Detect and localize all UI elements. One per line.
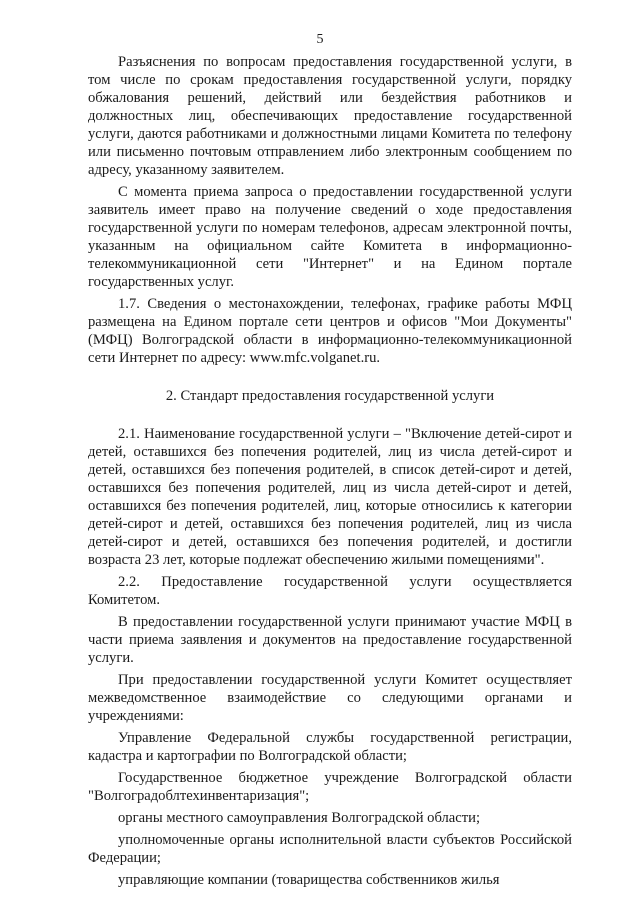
list-item-rosreestr: Управление Федеральной службы государственной регистрации, кадастра и картографии по Волгоградской области; — [88, 730, 572, 764]
list-item-local-government: органы местного самоуправления Волгоградской области; — [118, 810, 480, 826]
paragraph-mfc-participation: В предоставлении государственной услуги принимают участие МФЦ в части приема заявления и документов на предоставление государственной услуги. — [88, 614, 572, 666]
paragraph-request-status: С момента приема запроса о предоставлении государственной услуги заявитель имеет право на получение сведений о ходе предоставления государственной услуги по номерам телефонов, адресам электронной почты, указанным на официальном сайте Комитета в информационно-телекоммуникационной сети "Интернет" и на Едином портале государственных услуг. — [88, 184, 572, 290]
list-item-executive-bodies: уполномоченные органы исполнительной власти субъектов Российской Федерации; — [88, 832, 572, 866]
section-heading: 2. Стандарт предоставления государственной услуги — [165, 388, 495, 404]
document-body — [88, 53, 572, 889]
page-number: 5 — [316, 32, 324, 47]
paragraph-mfc-info: 1.7. Сведения о местонахождении, телефонах, графике работы МФЦ размещена на Едином портале сети центров и офисов "Мои Документы" (МФЦ) Волгоградской области в информационно-телекоммуникационной сети Интернет по адресу: www.mfc.volganet.ru. — [88, 296, 572, 366]
paragraph-clarifications: Разъяснения по вопросам предоставления государственной услуги, в том числе по срокам предоставления государственной услуги, порядку обжалования решений, действий или бездействия работников и должностных лиц, обеспечивающих предоставление государственной услуги, даются работниками и должностными лицами Комитета по телефону или письменно почтовым отправлением либо электронным сообщением по адресу, указанному заявителем. — [88, 54, 572, 178]
list-item-gbu: Государственное бюджетное учреждение Волгоградской области "Волгоградоблтехинвентаризация"; — [88, 770, 572, 804]
paragraph-service-provider: 2.2. Предоставление государственной услуги осуществляется Комитетом. — [88, 574, 572, 608]
paragraph-service-name: 2.1. Наименование государственной услуги – "Включение детей-сирот и детей, оставшихся без попечения родителей, лиц из числа детей-сирот и детей, оставшихся без попечения родителей, в список детей-сирот и детей, оставшихся без попечения родителей, лиц из числа детей-сирот и детей, оставшихся без попечения родителей, лиц, которые относились к категории детей-сирот и детей, оставшихся без попечения родителей, лиц из числа детей-сирот и детей, оставшихся без попечения родителей, и достигли возраста 23 лет, которые подлежат обеспечению жилыми помещениями". — [88, 426, 572, 568]
paragraph-interaction: При предоставлении государственной услуги Комитет осуществляет межведомственное взаимодействие со следующими органами и учреждениями: — [88, 672, 572, 724]
list-item-management-companies: управляющие компании (товарищества собственников жилья — [118, 872, 500, 888]
